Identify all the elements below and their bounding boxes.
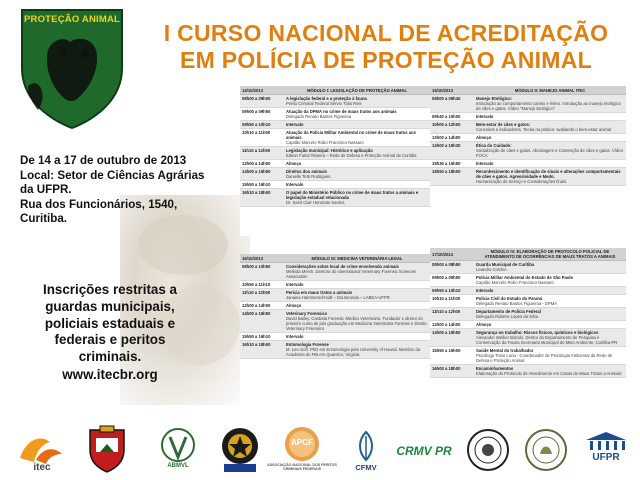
protecao-animal-shield-logo [18,6,126,132]
schedule-time: 16h10 a 18h00 [242,190,271,195]
abmvl-logo [158,427,198,473]
activity-title: Almoço [286,161,302,166]
schedule-row [430,347,626,365]
schedule-header [240,254,430,263]
activity-title: Intervalo [286,334,304,339]
activity-speaker: Janaina Hammerschmidt – Doutoranda – LABEA-UFPR [286,295,390,300]
activity-title: Polícia Civil do Estado do Paraná [476,296,543,301]
schedule-row [430,95,626,113]
schedule-activity [476,114,624,119]
schedule-row [240,333,430,341]
schedule-activity [476,262,624,272]
activity-speaker: Introdução ao comportamento canino e felino. Introdução ao manejo etológico de cães e gatos. Vídeo "Manejo Etológico" [476,101,621,111]
schedule-time: 08h00 a 09h40 [432,96,461,101]
police-badge-icon [220,424,260,474]
schedule-row [240,95,430,108]
activity-speaker: Alexander Welker Biondo. Diretor do Departamento de Pesquisa e Conservação da Fauna Secretaria Municipal do Meio Ambiente, Curitiba-PR [476,335,618,345]
crmv-logo-text: CRMV PR [396,444,452,458]
schedule-time: 15h50 a 16h10 [242,182,271,187]
schedule-time: 15h30 a 15h50 [432,161,461,166]
schedule-time: 12h00 a 14h00 [432,322,461,327]
schedule-time: 08h00 a 09h00 [242,96,271,101]
coat-of-arms-icon [82,424,132,474]
schedule-module-title: MÓDULO II: MANEJO ANIMAL ITEC [514,87,586,93]
itec-logo [16,432,68,474]
schedule-row [240,108,430,121]
schedule-row [430,142,626,160]
schedule-row [240,281,430,289]
apcf-logo-text: APCF [291,438,313,447]
schedule-time: 09h00 a 09h50 [432,275,461,280]
schedule-activity [476,348,624,363]
schedule-activity [286,190,428,205]
schedule-time: 14h00 a 15h50 [432,330,461,335]
activity-title: Intervalo [286,182,304,187]
activity-speaker: Delegado Renato Bastos Figueiroa - DPMA [476,301,557,306]
schedule-activity [286,311,428,331]
schedule-activity [476,161,624,166]
schedule-module-title: MÓDULO I: LEGISLAÇÃO DE PROTEÇÃO ANIMAL [306,87,408,93]
schedule-row [240,263,430,281]
activity-speaker: Elaboração do Protocolo de Atendimento em Casos de Maus Tratos a Animais [476,371,622,376]
page-title [136,20,636,74]
schedule-time: 11h10 a 12h00 [242,290,271,295]
schedule-activity [286,96,428,106]
schedule-time: 14h00 a 15h50 [242,311,271,316]
event-dates: De 14 a 17 de outubro de 2013 [20,154,187,167]
itec-logo-text: itec [33,462,51,473]
activity-title: O papel do Ministério Público no crime de maus tratos a animais e legislação estadual relacionada [286,190,419,200]
schedule-row [430,329,626,347]
schedule-time: 14h00 a 15h50 [242,169,271,174]
activity-speaker: David Bailey. Cardiata Forensic Medico Veterinário. Fundador e diretor do primeiro curso de pós graduação em Medicina Veterinária Forense e Direito Veterinary Forensics [286,316,427,331]
schedule-row [430,160,626,168]
schedule-activity [286,148,428,158]
schedule-time: 09h50 a 10h10 [432,288,461,293]
schedule-activity [286,161,428,166]
activity-speaker: Capitão Marcelo Robo Francisco Nassaro [476,280,554,285]
schedule-activity [286,264,428,279]
schedule-row [240,189,430,207]
activity-title: Atuação da DPMA no crime de maus tratos aos animais [286,109,397,114]
schedule-time: 11h10 a 12h00 [242,148,271,153]
schedule-activity [286,169,428,179]
activity-speaker: Socialização de cães e gatos. Abordagem e Contenção de cães e gatos. Vídeo FOCA [476,148,623,158]
activity-title: Direitos dos animais [286,169,327,174]
apcf-logo-subtext: ASSOCIAÇÃO NACIONAL DOS PERITOS CRIMINAIS FEDERAIS [267,463,337,472]
schedule-time: 16h10 a 18h00 [242,342,271,347]
activity-title: Almoço [286,303,302,308]
schedule-time: 09h40 a 10h00 [432,114,461,119]
activity-title: Segurança no trabalho: Riscos físicos, químicos e biológicos [476,330,599,335]
registration-url[interactable]: www.itecbr.org [62,366,158,382]
schedule-time: 11h10 a 12h00 [432,309,461,314]
schedule-header [430,86,626,95]
activity-title: Almoço [476,135,492,140]
activity-speaker: Melinda Merck. Diretora do International Veterinary Forensic Sciences Association [286,269,416,279]
cfmv-emblem-icon [348,430,384,462]
schedule-time: 10h50 a 11h10 [242,282,271,287]
schedule-activity [476,330,624,345]
schedule-time: 15h50 a 16h00 [432,348,461,353]
schedule-time: 12h00 a 14h00 [242,161,271,166]
registration-text: Inscrições restritas a guardas municipais, policiais estaduais e federais e peritos criminais. [43,282,177,365]
schedule-activity [286,342,428,357]
activity-title: Encaminhamentos [476,366,514,371]
schedule-activity [286,109,428,119]
schedule-row [430,121,626,134]
activity-speaker: Capitão Marcelo Robo Francisco Nassaro [286,140,364,145]
schedule-row [240,341,430,359]
schedule-activity [476,309,624,319]
schedule-activity [476,366,624,376]
activity-title: Considerações sobre local de crime envolvendo animais [286,264,399,269]
schedule-row [430,308,626,321]
schedule-module-title: MÓDULO IV: ELABORAÇÃO DE PROTOCOLO POLICIAL DE ATENDIMENTO DE OCORRÊNCIAS DE MAUS TRATOS A ANIMAIS [484,249,616,259]
cfmv-logo [348,430,384,474]
activity-title: Perícia em maus tratos a animais [286,290,353,295]
institutional-seal-logo [524,428,568,472]
schedule-activity [476,135,624,140]
activity-title: Manejo Etológico: [476,96,513,101]
schedule-activity [286,334,428,339]
activity-speaker: Humanização do Serviço e Considerações finais. [476,179,568,184]
event-place: Local: Setor de Ciências Agrárias da UFPR. [20,168,205,197]
seal-icon [524,428,568,472]
registration-notice [22,282,198,384]
schedule-time: 10h10 a 11h00 [432,296,461,301]
schedule-time: 12h00 a 14h00 [242,303,271,308]
schedule-module-title: MÓDULO III: MEDICINA VETERINÁRIA LEGAL [311,255,403,261]
ufpr-logo-text: UFPR [592,452,620,463]
schedule-activity [476,143,624,158]
schedule-row [430,321,626,329]
schedule-time: 09h00 a 09h50 [242,109,271,114]
activity-speaker: Dr. Saint Clair Honorato Santos [286,200,345,205]
schedule-row [240,289,430,302]
schedule-row [240,121,430,129]
abmvl-emblem-icon [158,427,198,463]
activity-title: Guarda Municipal de Curitiba [476,262,535,267]
activity-title: Intervalo [476,114,494,119]
schedule-activity [286,122,428,127]
schedule-time: 12h00 a 14h00 [432,135,461,140]
institutional-seal-logo [466,428,510,472]
policia-federal-logo [220,424,260,474]
schedule-activity [476,322,624,327]
abmvl-logo-text: ABMVL [167,463,189,469]
activity-speaker: Psicólogo Tonio Luna - Coordenador de Psicologia Ambiental da Rede de Defesa e Proteção Animal [476,353,613,363]
activity-title: Veterinary Forensics [286,311,328,316]
ufpr-building-icon [582,430,630,452]
event-address: Rua dos Funcionários, 1540, Curitiba. [20,197,178,226]
schedule-panel [430,86,626,238]
schedule-row [430,287,626,295]
cfmv-logo-text: CFMV [355,463,377,472]
schedule-activity [286,290,428,300]
activity-title: A legislação federal e a proteção à fauna [286,96,367,101]
activity-title: Legislação municipal: Histórico e aplicação [286,148,373,153]
schedule-date: 16/10/2013 [242,255,263,261]
activity-title: Intervalo [476,288,494,293]
schedule-activity [476,288,624,293]
schedule-time: 10h00 a 12h00 [432,122,461,127]
schedule-row [430,113,626,121]
schedule-row [240,302,430,310]
activity-title: Ética do Cuidado: [476,143,512,148]
schedule-time: 08h00 a 08h50 [432,262,461,267]
schedule-row [430,168,626,186]
seal-icon [466,428,510,472]
schedule-row [240,160,430,168]
activity-speaker: Danielle Tetü Rodrigues [286,174,331,179]
schedule-time: 15h50 a 16h10 [242,334,271,339]
activity-speaker: M. Lee Goff. PhD em Entomologia pela University of Hawaii. Membro da Academia do FBI em Quantico, Virginia. [286,347,421,357]
activity-title: Almoço [476,322,492,327]
schedule-time: 14h00 a 15h30 [432,143,461,148]
schedule-time: 09h50 a 10h10 [242,122,271,127]
curitiba-coat-of-arms-logo [82,424,132,474]
activity-title: Intervalo [476,161,494,166]
schedule-panel [240,254,430,410]
schedule-row [240,181,430,189]
schedule-date: 14/10/2013 [242,87,263,93]
activity-title: Saúde Mental do trabalhador [476,348,534,353]
activity-speaker: Delegado Rubens Lopes da Silva [476,314,539,319]
schedule-activity [476,169,624,184]
schedule-activity [476,275,624,285]
activity-speaker: Edson Farial Teixeira – Rede de Defesa e Proteção Animal de Curitiba [286,153,417,158]
activity-title: Intervalo [286,122,304,127]
schedule-row [430,295,626,308]
schedule-panel [240,86,430,236]
activity-title: Intervalo [286,282,304,287]
itec-paw-icon [16,432,68,466]
activity-speaker: Conceitos e indicadores. Teoria na prática: avaliando o bem-estar animal [476,127,612,132]
title-line-2: EM POLÍCIA DE PROTEÇÃO ANIMAL [179,47,593,73]
schedule-row [240,168,430,181]
schedule-activity [476,296,624,306]
schedule-panel [430,248,626,426]
schedule-row [240,129,430,147]
schedule-date: 17/10/2013 [432,251,453,257]
activity-title: Entomologia Forense [286,342,329,347]
ufpr-logo [582,430,630,472]
schedule-date: 15/10/2013 [432,87,453,93]
schedule-header [240,86,430,95]
schedule-time: 10h10 a 11h00 [242,130,271,135]
schedule-activity [286,303,428,308]
event-info [20,154,220,227]
schedule-row [430,261,626,274]
schedule-row [430,134,626,142]
activity-title: Departamento de Polícia Federal [476,309,541,314]
schedule-activity [476,122,624,132]
schedule-header [430,248,626,261]
activity-speaker: Perito Criminal Federal Sérvio Túlio Reis [286,101,362,106]
apcf-logo [262,426,342,474]
activity-speaker: Delegado Renato Bastos Figueiroa [286,114,352,119]
schedule-time: 16h00 a 18h00 [432,366,461,371]
shield-logo-text: PROTEÇÃO ANIMAL [23,14,121,25]
activity-speaker: Leandro Colchio [476,267,507,272]
schedule-row [430,274,626,287]
schedule-activity [286,282,428,287]
activity-title: Atuação da Polícia Militar Ambiental no crime de maus tratos aos animais [286,130,416,140]
schedule-row [430,365,626,378]
schedule-activity [286,182,428,187]
schedule-row [240,147,430,160]
schedule-activity [286,130,428,145]
schedule-time: 15h50 a 18h00 [432,169,461,174]
activity-title: Polícia Militar Ambiental do Estado de São Paulo [476,275,574,280]
title-line-1: I CURSO NACIONAL DE ACREDITAÇÃO [163,20,609,46]
schedule-activity [476,96,624,111]
schedule-time: 08h00 a 10h50 [242,264,271,269]
activity-title: Reconhecimento e identificação de sinais e alterações comportamentais de cães e gatos. Agressividade e Medo. [476,169,621,179]
schedule-row [240,310,430,333]
crmv-pr-logo [393,440,455,464]
activity-title: Bem-estar de cães e gatos: [476,122,531,127]
